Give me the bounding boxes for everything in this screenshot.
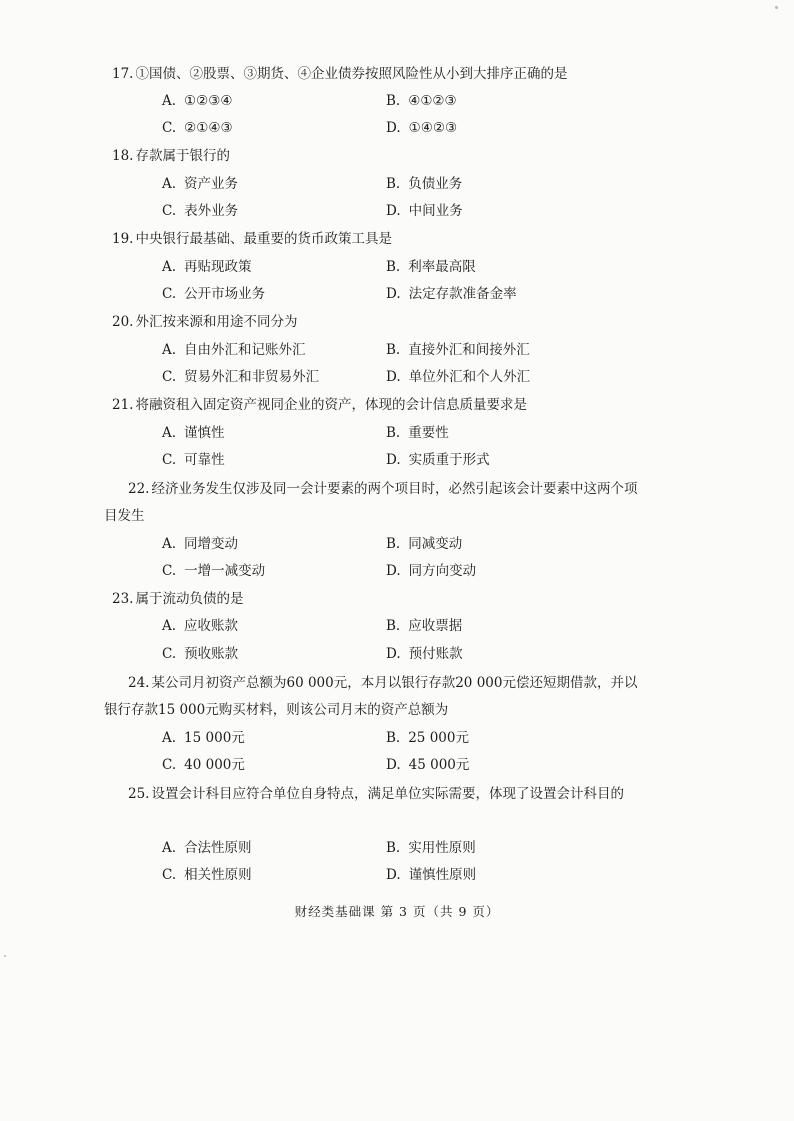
question-20-option-a: A. 自由外汇和记账外汇 (162, 342, 306, 358)
question-17-option-a: A. ①②③④ (162, 93, 233, 109)
question-22-option-b: B. 同减变动 (386, 536, 463, 552)
question-19-option-a: A. 再贴现政策 (162, 259, 252, 275)
question-23-option-d: D. 预付账款 (386, 646, 463, 662)
question-17-option-c: C. ②①④③ (162, 120, 233, 136)
question-20-option-d: D. 单位外汇和个人外汇 (386, 369, 531, 385)
question-19-stem: 19. 中央银行最基础、最重要的货币政策工具是 (112, 231, 392, 247)
question-18-option-a: A. 资产业务 (162, 176, 239, 192)
page-footer: 财经类基础课 第 3 页（共 9 页） (294, 904, 500, 919)
question-24-option-a: A. 15 000元 (162, 730, 245, 746)
question-20-option-c: C. 贸易外汇和非贸易外汇 (162, 369, 320, 385)
scan-speck (775, 6, 778, 9)
question-22-option-a: A. 同增变动 (162, 536, 239, 552)
question-19-option-d: D. 法定存款准备金率 (386, 286, 517, 302)
question-25-option-b: B. 实用性原则 (386, 840, 476, 856)
question-23-option-c: C. 预收账款 (162, 646, 239, 662)
question-22-stem: 22. 经济业务发生仅涉及同一会计要素的两个项目时，必然引起该会计要素中这两个项目发生 (104, 481, 638, 524)
question-24-option-b: B. 25 000元 (386, 730, 469, 746)
question-18-stem: 18. 存款属于银行的 (112, 148, 230, 164)
question-17-stem: 17. ①国债、②股票、③期货、④企业债券按照风险性从小到大排序正确的是 (112, 66, 568, 82)
question-24-stem: 24. 某公司月初资产总额为60 000元，本月以银行存款20 000元偿还短期借款，并以银行存款15 000元购买材料，则该公司月末的资产总额为 (104, 675, 638, 718)
question-21-stem: 21. 将融资租入固定资产视同企业的资产，体现的会计信息质量要求是 (112, 397, 527, 413)
question-21-option-a: A. 谨慎性 (162, 425, 225, 441)
question-25-option-a: A. 合法性原则 (162, 840, 252, 856)
scan-speck (4, 955, 6, 957)
question-18-option-b: B. 负债业务 (386, 176, 463, 192)
question-23-option-a: A. 应收账款 (162, 618, 239, 634)
question-24-option-d: D. 45 000元 (386, 757, 470, 773)
question-18-option-c: C. 表外业务 (162, 203, 239, 219)
question-19-option-c: C. 公开市场业务 (162, 286, 266, 302)
question-25-stem: 25. 设置会计科目应符合单位自身特点，满足单位实际需要，体现了设置会计科目的 (128, 786, 624, 802)
question-23-stem: 23. 属于流动负债的是 (112, 591, 244, 607)
question-22-option-c: C. 一增一减变动 (162, 563, 266, 579)
question-17-option-d: D. ①④②③ (386, 120, 458, 136)
question-23-option-b: B. 应收票据 (386, 618, 463, 634)
question-17-option-b: B. ④①②③ (386, 93, 457, 109)
question-22-option-d: D. 同方向变动 (386, 563, 477, 579)
question-25-option-d: D. 谨慎性原则 (386, 867, 477, 883)
question-18-option-d: D. 中间业务 (386, 203, 463, 219)
question-25-option-c: C. 相关性原则 (162, 867, 252, 883)
question-20-stem: 20. 外汇按来源和用途不同分为 (112, 314, 298, 330)
question-21-option-b: B. 重要性 (386, 425, 449, 441)
question-20-option-b: B. 直接外汇和间接外汇 (386, 342, 530, 358)
question-19-option-b: B. 利率最高限 (386, 259, 476, 275)
question-21-option-d: D. 实质重于形式 (386, 452, 490, 468)
question-21-option-c: C. 可靠性 (162, 452, 225, 468)
question-24-option-c: C. 40 000元 (162, 757, 245, 773)
